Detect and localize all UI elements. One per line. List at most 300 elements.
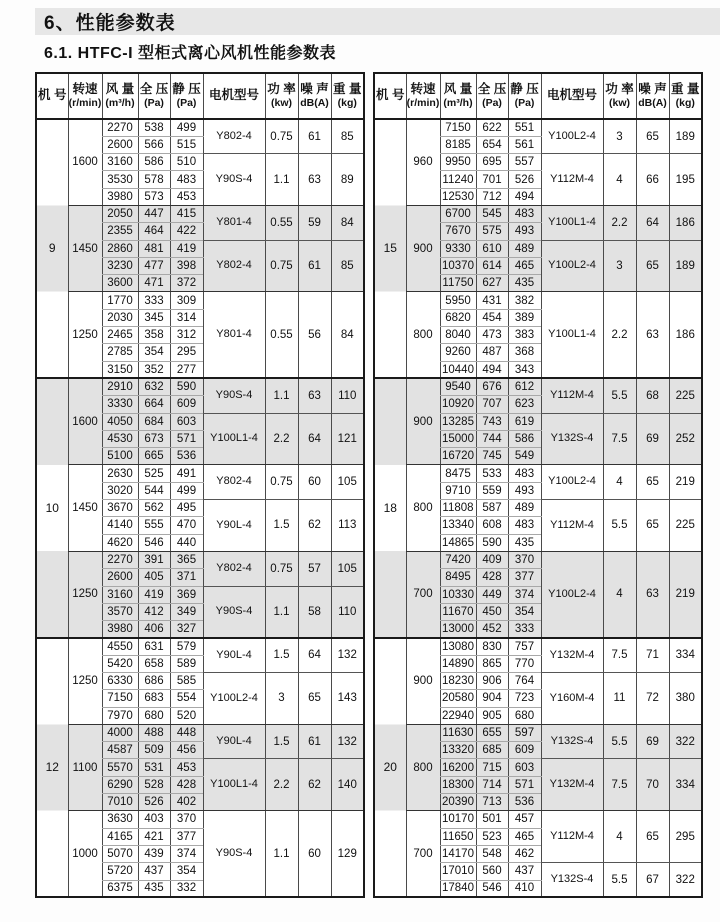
air-volume-value: 2050 xyxy=(102,205,138,222)
total-pressure-value: 528 xyxy=(138,776,170,793)
noise-value: 65 xyxy=(636,500,669,552)
column-header-line1: 噪 声 xyxy=(638,82,667,97)
static-pressure-value: 383 xyxy=(508,327,541,344)
machine-number: 9 xyxy=(36,119,68,378)
motor-model: Y90S-4 xyxy=(203,378,265,413)
static-pressure-value: 370 xyxy=(508,551,541,568)
total-pressure-value: 684 xyxy=(138,413,170,430)
motor-model: Y100L2-4 xyxy=(541,465,603,500)
motor-model: Y802-4 xyxy=(203,240,265,292)
total-pressure-value: 695 xyxy=(476,154,508,171)
static-pressure-value: 415 xyxy=(170,205,203,222)
total-pressure-value: 575 xyxy=(476,223,508,240)
noise-value: 62 xyxy=(298,500,331,552)
air-volume-value: 7150 xyxy=(440,119,476,136)
static-pressure-value: 483 xyxy=(508,205,541,222)
static-pressure-value: 585 xyxy=(170,673,203,690)
air-volume-value: 4620 xyxy=(102,534,138,551)
total-pressure-value: 439 xyxy=(138,845,170,862)
air-volume-value: 5720 xyxy=(102,863,138,880)
speed-value: 700 xyxy=(406,811,440,897)
table-row xyxy=(36,119,364,136)
air-volume-value: 9950 xyxy=(440,154,476,171)
motor-model: Y132S-4 xyxy=(541,863,603,898)
static-pressure-value: 453 xyxy=(170,759,203,776)
air-volume-value: 12530 xyxy=(440,188,476,205)
air-volume-value: 5070 xyxy=(102,845,138,862)
column-header xyxy=(603,73,636,119)
static-pressure-value: 590 xyxy=(170,378,203,395)
total-pressure-value: 590 xyxy=(476,534,508,551)
total-pressure-value: 562 xyxy=(138,500,170,517)
air-volume-value: 10920 xyxy=(440,396,476,413)
total-pressure-value: 487 xyxy=(476,344,508,361)
static-pressure-value: 398 xyxy=(170,257,203,274)
air-volume-value: 3230 xyxy=(102,257,138,274)
static-pressure-value: 277 xyxy=(170,361,203,378)
air-volume-value: 1770 xyxy=(102,292,138,309)
column-header-line1: 机 号 xyxy=(38,88,67,103)
static-pressure-value: 440 xyxy=(170,534,203,551)
header-row xyxy=(36,73,364,119)
air-volume-value: 3530 xyxy=(102,171,138,188)
air-volume-value: 6700 xyxy=(440,205,476,222)
air-volume-value: 3980 xyxy=(102,621,138,638)
static-pressure-value: 349 xyxy=(170,603,203,620)
air-volume-value: 4550 xyxy=(102,638,138,655)
static-pressure-value: 295 xyxy=(170,344,203,361)
column-header xyxy=(636,73,669,119)
static-pressure-value: 483 xyxy=(508,517,541,534)
total-pressure-value: 544 xyxy=(138,482,170,499)
air-volume-value: 4587 xyxy=(102,742,138,759)
total-pressure-value: 655 xyxy=(476,724,508,741)
power-value: 7.5 xyxy=(603,638,636,673)
weight-value: 186 xyxy=(669,205,702,240)
air-volume-value: 11650 xyxy=(440,828,476,845)
static-pressure-value: 309 xyxy=(170,292,203,309)
speed-value: 900 xyxy=(406,205,440,291)
static-pressure-value: 603 xyxy=(170,413,203,430)
table-row xyxy=(374,465,702,482)
noise-value: 59 xyxy=(298,205,331,240)
static-pressure-value: 437 xyxy=(508,863,541,880)
total-pressure-value: 658 xyxy=(138,655,170,672)
static-pressure-value: 770 xyxy=(508,655,541,672)
static-pressure-value: 557 xyxy=(508,154,541,171)
motor-model: Y100L2-4 xyxy=(541,119,603,154)
noise-value: 65 xyxy=(636,465,669,500)
speed-value: 800 xyxy=(406,292,440,378)
air-volume-value: 2910 xyxy=(102,378,138,395)
noise-value: 65 xyxy=(636,240,669,292)
air-volume-value: 9260 xyxy=(440,344,476,361)
air-volume-value: 3980 xyxy=(102,188,138,205)
total-pressure-value: 906 xyxy=(476,673,508,690)
air-volume-value: 18230 xyxy=(440,673,476,690)
speed-value: 1100 xyxy=(68,724,102,810)
motor-model: Y132S-4 xyxy=(541,724,603,759)
machine-number: 15 xyxy=(374,119,406,378)
total-pressure-value: 683 xyxy=(138,690,170,707)
speed-value: 800 xyxy=(406,724,440,810)
column-header xyxy=(440,73,476,119)
column-header xyxy=(374,73,406,119)
column-header-line2: (kw) xyxy=(271,96,292,109)
weight-value: 113 xyxy=(331,500,364,552)
total-pressure-value: 743 xyxy=(476,413,508,430)
air-volume-value: 15000 xyxy=(440,430,476,447)
noise-value: 64 xyxy=(298,638,331,673)
column-header-line2: (kg) xyxy=(675,96,695,109)
total-pressure-value: 525 xyxy=(138,465,170,482)
air-volume-value: 4000 xyxy=(102,724,138,741)
noise-value: 62 xyxy=(298,759,331,811)
total-pressure-value: 586 xyxy=(138,154,170,171)
total-pressure-value: 676 xyxy=(476,378,508,395)
static-pressure-value: 612 xyxy=(508,378,541,395)
static-pressure-value: 526 xyxy=(508,171,541,188)
static-pressure-value: 549 xyxy=(508,448,541,465)
motor-model: Y802-4 xyxy=(203,119,265,154)
motor-model: Y90L-4 xyxy=(203,724,265,759)
column-header-line2: dB(A) xyxy=(638,96,667,109)
static-pressure-value: 536 xyxy=(170,448,203,465)
noise-value: 56 xyxy=(298,292,331,378)
power-value: 7.5 xyxy=(603,413,636,465)
total-pressure-value: 406 xyxy=(138,621,170,638)
air-volume-value: 16200 xyxy=(440,759,476,776)
air-volume-value: 17840 xyxy=(440,880,476,897)
weight-value: 129 xyxy=(331,811,364,897)
header-row xyxy=(374,73,702,119)
column-header xyxy=(138,73,170,119)
tables-container xyxy=(35,72,703,898)
power-value: 1.1 xyxy=(265,378,298,413)
air-volume-value: 2600 xyxy=(102,569,138,586)
power-value: 0.75 xyxy=(265,551,298,586)
motor-model: Y90S-4 xyxy=(203,154,265,206)
motor-model: Y112M-4 xyxy=(541,500,603,552)
total-pressure-value: 573 xyxy=(138,188,170,205)
power-value: 3 xyxy=(603,240,636,292)
column-header-line1: 噪 声 xyxy=(300,82,329,97)
column-header-line2: (r/min) xyxy=(68,96,102,109)
speed-value: 800 xyxy=(406,465,440,551)
total-pressure-value: 548 xyxy=(476,845,508,862)
machine-number: 18 xyxy=(374,378,406,637)
total-pressure-value: 452 xyxy=(476,621,508,638)
column-header xyxy=(170,73,203,119)
power-value: 2.2 xyxy=(265,413,298,465)
static-pressure-value: 377 xyxy=(170,828,203,845)
column-header-line1: 功 率 xyxy=(605,82,634,97)
table-row xyxy=(36,811,364,828)
weight-value: 195 xyxy=(669,154,702,206)
air-volume-value: 8495 xyxy=(440,569,476,586)
static-pressure-value: 499 xyxy=(170,482,203,499)
total-pressure-value: 632 xyxy=(138,378,170,395)
air-volume-value: 13080 xyxy=(440,638,476,655)
total-pressure-value: 627 xyxy=(476,275,508,292)
total-pressure-value: 345 xyxy=(138,309,170,326)
column-header-line2: (m³/h) xyxy=(105,96,135,109)
motor-model: Y90S-4 xyxy=(203,586,265,638)
motor-model: Y802-4 xyxy=(203,551,265,586)
column-header xyxy=(406,73,440,119)
total-pressure-value: 450 xyxy=(476,603,508,620)
total-pressure-value: 686 xyxy=(138,673,170,690)
weight-value: 132 xyxy=(331,724,364,759)
total-pressure-value: 715 xyxy=(476,759,508,776)
noise-value: 63 xyxy=(298,378,331,413)
table-row xyxy=(374,292,702,309)
total-pressure-value: 673 xyxy=(138,430,170,447)
air-volume-value: 5100 xyxy=(102,448,138,465)
speed-value: 1450 xyxy=(68,205,102,291)
table-row xyxy=(36,638,364,655)
weight-value: 85 xyxy=(331,119,364,154)
static-pressure-value: 419 xyxy=(170,240,203,257)
noise-value: 60 xyxy=(298,465,331,500)
static-pressure-value: 623 xyxy=(508,396,541,413)
column-header-line2: (m³/h) xyxy=(443,96,473,109)
static-pressure-value: 422 xyxy=(170,223,203,240)
column-header-line1: 静 压 xyxy=(510,82,539,97)
total-pressure-value: 431 xyxy=(476,292,508,309)
column-header xyxy=(265,73,298,119)
motor-model: Y132M-4 xyxy=(541,759,603,811)
motor-model: Y100L2-4 xyxy=(541,240,603,292)
static-pressure-value: 515 xyxy=(170,136,203,153)
total-pressure-value: 354 xyxy=(138,344,170,361)
noise-value: 65 xyxy=(636,119,669,154)
column-header-line1: 静 压 xyxy=(172,82,201,97)
air-volume-value: 11750 xyxy=(440,275,476,292)
total-pressure-value: 631 xyxy=(138,638,170,655)
weight-value: 85 xyxy=(331,240,364,292)
weight-value: 105 xyxy=(331,551,364,586)
speed-value: 1250 xyxy=(68,292,102,378)
power-value: 1.1 xyxy=(265,154,298,206)
total-pressure-value: 333 xyxy=(138,292,170,309)
weight-value: 110 xyxy=(331,378,364,413)
total-pressure-value: 712 xyxy=(476,188,508,205)
column-header xyxy=(102,73,138,119)
table-row xyxy=(374,724,702,741)
noise-value: 69 xyxy=(636,413,669,465)
total-pressure-value: 352 xyxy=(138,361,170,378)
static-pressure-value: 435 xyxy=(508,534,541,551)
static-pressure-value: 456 xyxy=(170,742,203,759)
total-pressure-value: 523 xyxy=(476,828,508,845)
air-volume-value: 3160 xyxy=(102,154,138,171)
motor-model: Y100L1-4 xyxy=(541,205,603,240)
total-pressure-value: 622 xyxy=(476,119,508,136)
total-pressure-value: 555 xyxy=(138,517,170,534)
air-volume-value: 3150 xyxy=(102,361,138,378)
static-pressure-value: 333 xyxy=(508,621,541,638)
total-pressure-value: 578 xyxy=(138,171,170,188)
total-pressure-value: 412 xyxy=(138,603,170,620)
static-pressure-value: 465 xyxy=(508,828,541,845)
column-header-line2: (Pa) xyxy=(144,96,164,109)
air-volume-value: 4165 xyxy=(102,828,138,845)
air-volume-value: 5420 xyxy=(102,655,138,672)
air-volume-value: 11808 xyxy=(440,500,476,517)
column-header-line1: 电机型号 xyxy=(208,88,259,103)
air-volume-value: 16720 xyxy=(440,448,476,465)
total-pressure-value: 546 xyxy=(138,534,170,551)
power-value: 0.75 xyxy=(265,240,298,292)
motor-model: Y90L-4 xyxy=(203,638,265,673)
weight-value: 225 xyxy=(669,500,702,552)
total-pressure-value: 744 xyxy=(476,430,508,447)
performance-table-left xyxy=(35,72,365,898)
machine-number: 12 xyxy=(36,638,68,897)
air-volume-value: 8475 xyxy=(440,465,476,482)
total-pressure-value: 531 xyxy=(138,759,170,776)
air-volume-value: 8185 xyxy=(440,136,476,153)
static-pressure-value: 571 xyxy=(508,776,541,793)
noise-value: 63 xyxy=(298,154,331,206)
machine-number: 10 xyxy=(36,378,68,637)
column-header-line1: 全 压 xyxy=(477,82,507,97)
weight-value: 225 xyxy=(669,378,702,413)
air-volume-value: 11670 xyxy=(440,603,476,620)
air-volume-value: 7010 xyxy=(102,794,138,811)
static-pressure-value: 494 xyxy=(508,188,541,205)
speed-value: 1600 xyxy=(68,119,102,205)
weight-value: 110 xyxy=(331,586,364,638)
static-pressure-value: 365 xyxy=(170,551,203,568)
speed-value: 700 xyxy=(406,551,440,637)
weight-value: 219 xyxy=(669,465,702,500)
air-volume-value: 2785 xyxy=(102,344,138,361)
weight-value: 380 xyxy=(669,673,702,725)
speed-value: 900 xyxy=(406,638,440,724)
total-pressure-value: 526 xyxy=(138,794,170,811)
table-row xyxy=(36,465,364,482)
section-title: 6、性能参数表 xyxy=(44,13,176,34)
table-row xyxy=(374,119,702,136)
static-pressure-value: 561 xyxy=(508,136,541,153)
static-pressure-value: 554 xyxy=(170,690,203,707)
noise-value: 70 xyxy=(636,759,669,811)
motor-model: Y132S-4 xyxy=(541,413,603,465)
static-pressure-value: 483 xyxy=(170,171,203,188)
column-header xyxy=(476,73,508,119)
air-volume-value: 10370 xyxy=(440,257,476,274)
noise-value: 63 xyxy=(636,292,669,378)
column-header-line2: (Pa) xyxy=(482,96,502,109)
power-value: 5.5 xyxy=(603,724,636,759)
static-pressure-value: 314 xyxy=(170,309,203,326)
weight-value: 143 xyxy=(331,673,364,725)
column-header xyxy=(298,73,331,119)
power-value: 5.5 xyxy=(603,863,636,898)
column-header-line1: 电机型号 xyxy=(546,88,597,103)
column-header-line1: 风 量 xyxy=(105,82,135,97)
power-value: 3 xyxy=(603,119,636,154)
noise-value: 72 xyxy=(636,673,669,725)
weight-value: 89 xyxy=(331,154,364,206)
static-pressure-value: 371 xyxy=(170,569,203,586)
total-pressure-value: 501 xyxy=(476,811,508,828)
motor-model: Y90L-4 xyxy=(203,500,265,552)
total-pressure-value: 428 xyxy=(476,569,508,586)
air-volume-value: 5570 xyxy=(102,759,138,776)
power-value: 1.1 xyxy=(265,586,298,638)
column-header-line1: 全 压 xyxy=(139,82,169,97)
weight-value: 334 xyxy=(669,759,702,811)
column-header xyxy=(669,73,702,119)
motor-model: Y801-4 xyxy=(203,205,265,240)
static-pressure-value: 470 xyxy=(170,517,203,534)
motor-model: Y112M-4 xyxy=(541,811,603,863)
air-volume-value: 13285 xyxy=(440,413,476,430)
weight-value: 322 xyxy=(669,863,702,898)
static-pressure-value: 374 xyxy=(170,845,203,862)
air-volume-value: 4050 xyxy=(102,413,138,430)
static-pressure-value: 402 xyxy=(170,794,203,811)
column-header-line1: 转速 xyxy=(410,82,436,97)
column-header-line2: (kg) xyxy=(337,96,357,109)
air-volume-value: 2355 xyxy=(102,223,138,240)
table-row xyxy=(374,205,702,222)
power-value: 4 xyxy=(603,465,636,500)
noise-value: 67 xyxy=(636,863,669,898)
total-pressure-value: 447 xyxy=(138,205,170,222)
static-pressure-value: 493 xyxy=(508,482,541,499)
weight-value: 295 xyxy=(669,811,702,863)
air-volume-value: 3600 xyxy=(102,275,138,292)
total-pressure-value: 471 xyxy=(138,275,170,292)
static-pressure-value: 597 xyxy=(508,724,541,741)
noise-value: 65 xyxy=(636,811,669,863)
air-volume-value: 14865 xyxy=(440,534,476,551)
air-volume-value: 9710 xyxy=(440,482,476,499)
air-volume-value: 5950 xyxy=(440,292,476,309)
total-pressure-value: 481 xyxy=(138,240,170,257)
speed-value: 1600 xyxy=(68,378,102,464)
air-volume-value: 3020 xyxy=(102,482,138,499)
speed-value: 1000 xyxy=(68,811,102,897)
weight-value: 132 xyxy=(331,638,364,673)
air-volume-value: 18300 xyxy=(440,776,476,793)
static-pressure-value: 382 xyxy=(508,292,541,309)
power-value: 1.5 xyxy=(265,724,298,759)
performance-table-right xyxy=(373,72,703,898)
motor-model: Y801-4 xyxy=(203,292,265,378)
performance-table xyxy=(35,72,365,898)
noise-value: 61 xyxy=(298,240,331,292)
column-header-line1: 重 量 xyxy=(671,82,700,97)
static-pressure-value: 680 xyxy=(508,707,541,724)
column-header-line2: (Pa) xyxy=(176,96,197,109)
total-pressure-value: 685 xyxy=(476,742,508,759)
total-pressure-value: 654 xyxy=(476,136,508,153)
total-pressure-value: 488 xyxy=(138,724,170,741)
column-header-line2: (r/min) xyxy=(406,96,440,109)
table-row xyxy=(374,551,702,568)
table-row xyxy=(36,378,364,395)
column-header-line2: dB(A) xyxy=(300,96,329,109)
static-pressure-value: 520 xyxy=(170,707,203,724)
motor-model: Y100L2-4 xyxy=(203,673,265,725)
speed-value: 1250 xyxy=(68,638,102,724)
static-pressure-value: 491 xyxy=(170,465,203,482)
